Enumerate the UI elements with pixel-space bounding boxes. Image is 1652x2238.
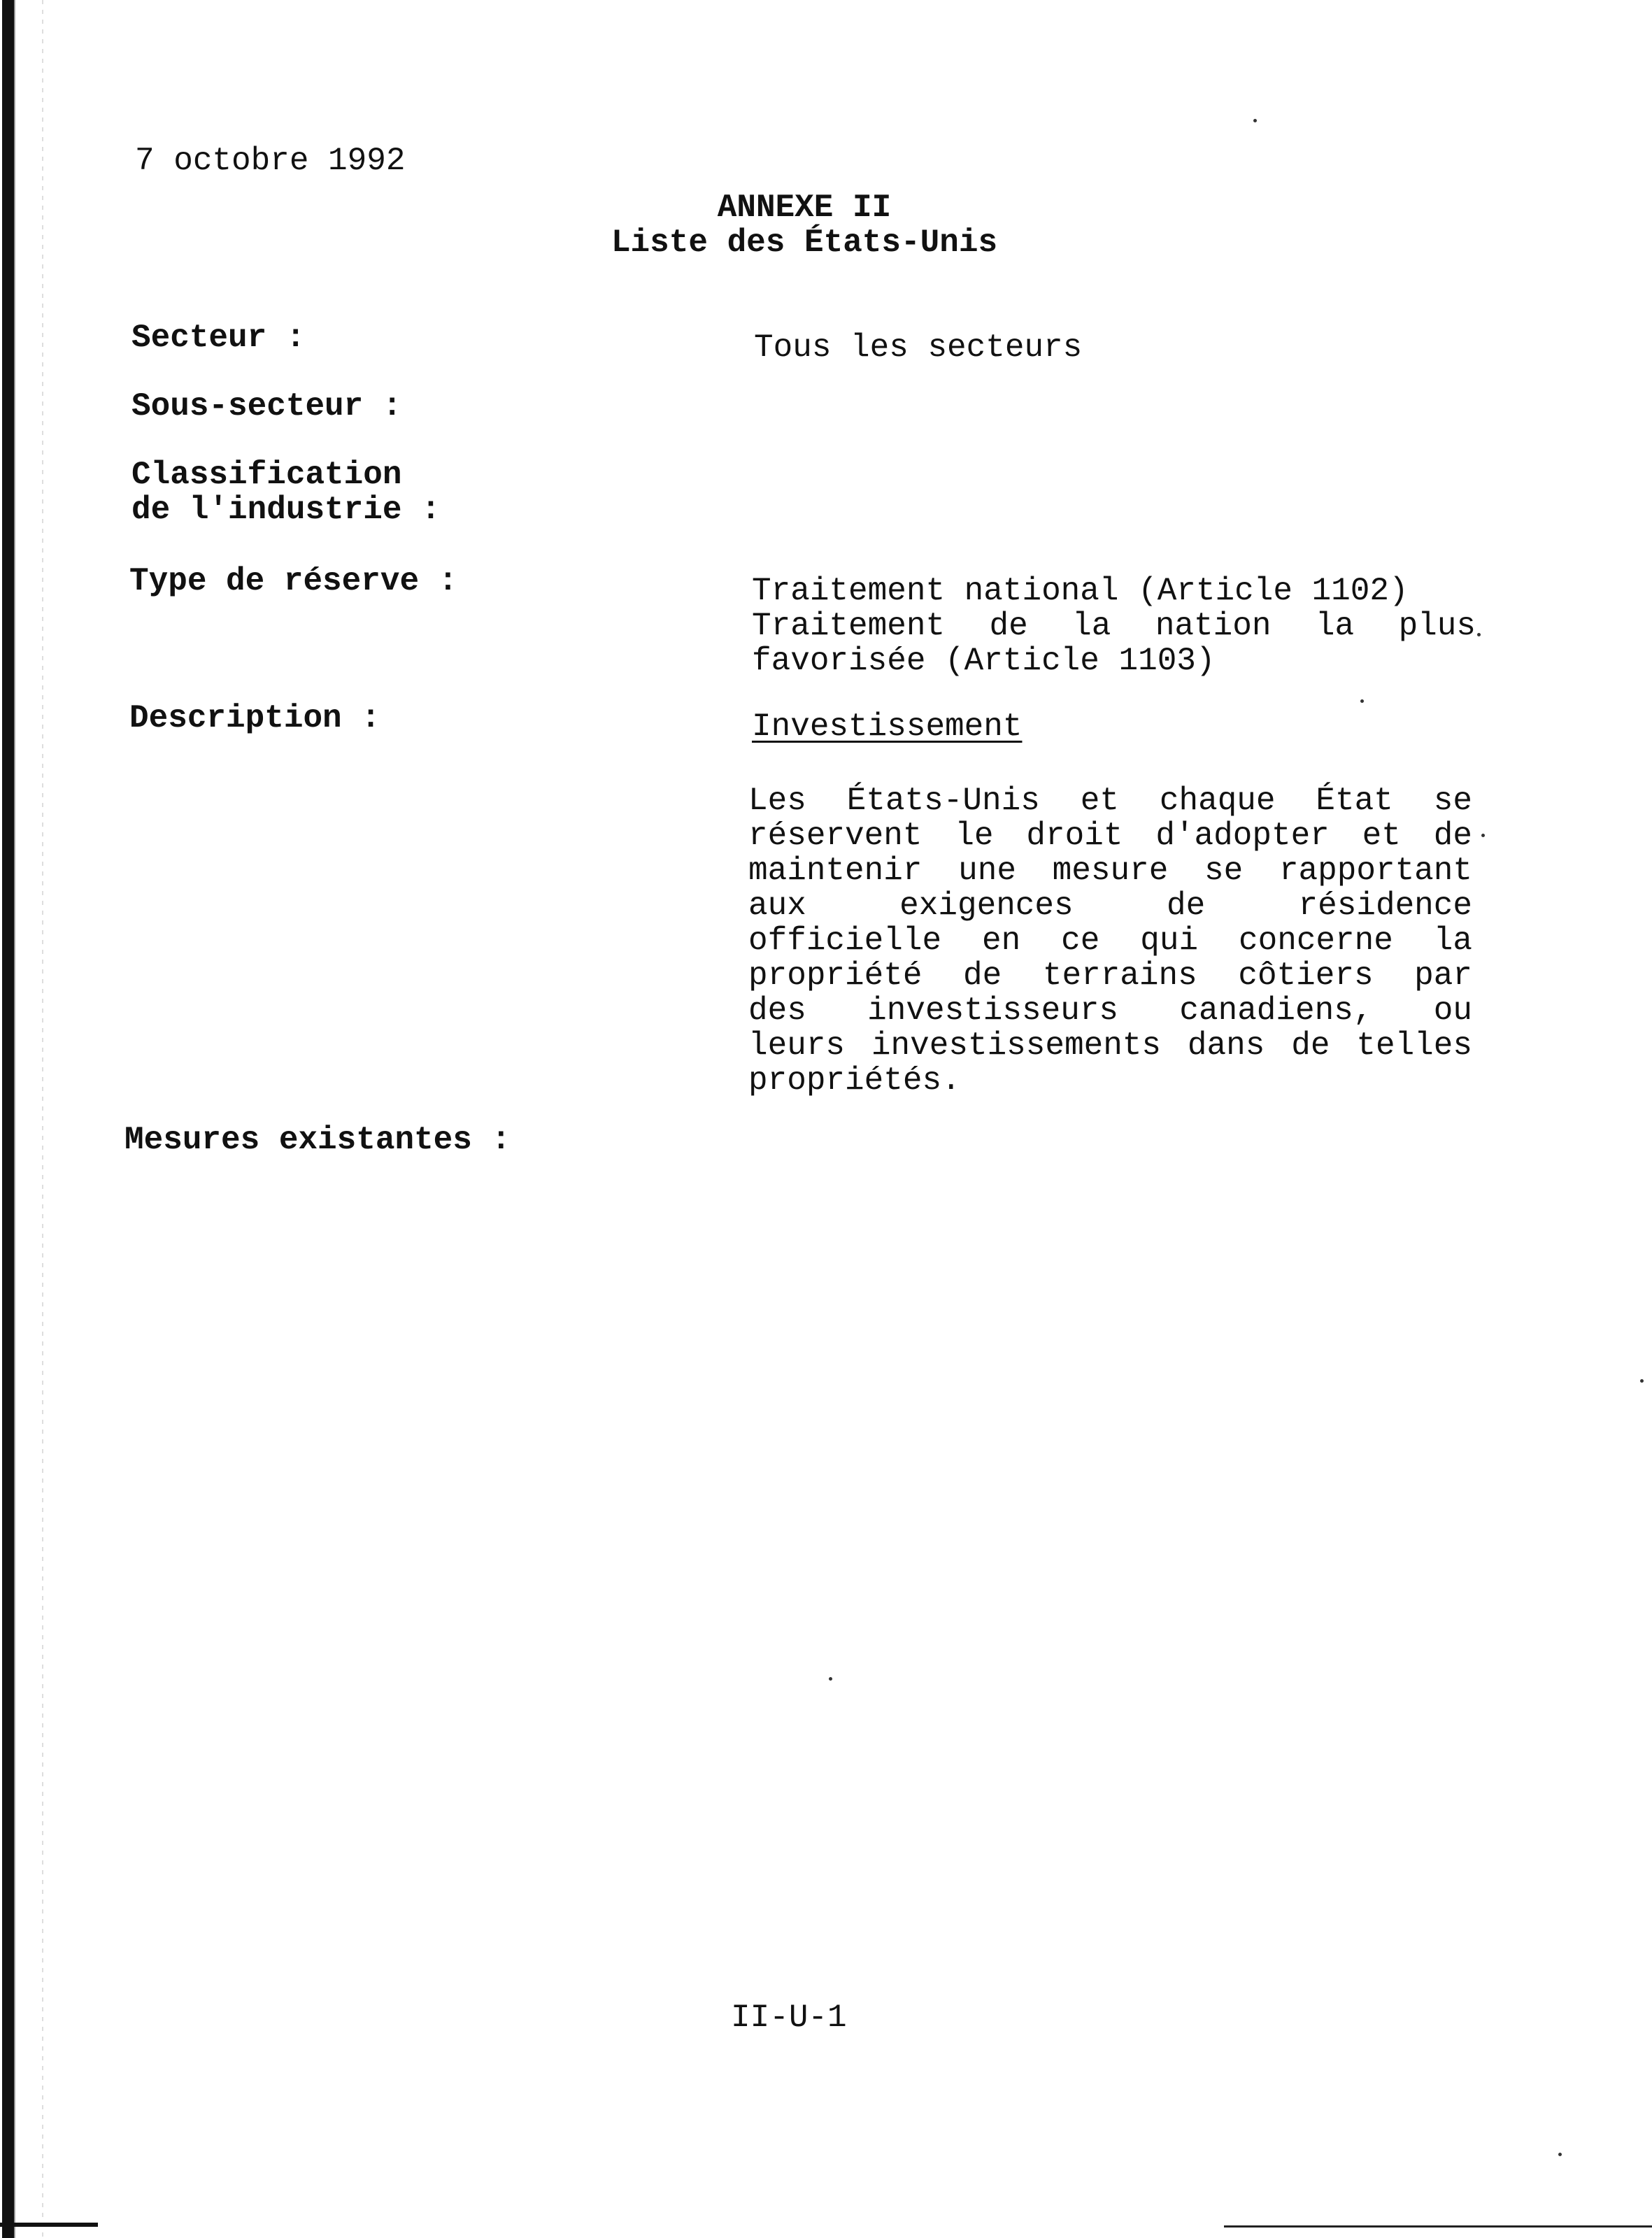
list-title: Liste des États-Unis (611, 224, 998, 261)
scan-speck (1253, 119, 1257, 122)
scan-speck (1477, 633, 1481, 636)
scan-speck (1481, 834, 1485, 837)
scan-speck (1360, 699, 1364, 703)
classification-label-line1: Classification (131, 457, 402, 493)
type-reserve-value-line2: Traitement de la nation la plus (752, 608, 1476, 644)
scan-speck (1640, 1379, 1644, 1383)
description-line: des investisseurs canadiens, ou (748, 992, 1472, 1029)
description-line: réservent le droit d'adopter et de (748, 818, 1472, 854)
type-reserve-value-line3: favorisée (Article 1103) (752, 643, 1216, 679)
scan-edge-artifact (42, 0, 43, 2238)
description-line: officielle en ce qui concerne la (748, 922, 1472, 959)
document-date: 7 octobre 1992 (135, 143, 406, 179)
secteur-label: Secteur : (131, 320, 306, 356)
description-line: Les États-Unis et chaque État se (748, 783, 1472, 819)
description-line: propriété de terrains côtiers par (748, 957, 1472, 994)
scan-binding-edge (0, 0, 15, 2238)
description-line: maintenir une mesure se rapportant (748, 853, 1472, 889)
sous-secteur-label: Sous-secteur : (131, 388, 402, 425)
description-label: Description : (129, 700, 380, 736)
scan-speck (1558, 2153, 1562, 2156)
scan-bottom-edge-right (1224, 2225, 1652, 2228)
scan-bottom-edge-left (0, 2223, 98, 2227)
description-line: aux exigences de résidence (748, 888, 1472, 924)
annex-title: ANNEXE II (717, 190, 892, 226)
type-reserve-value-line1: Traitement national (Article 1102) (752, 573, 1409, 609)
description-heading: Investissement (752, 708, 1023, 745)
description-line: propriétés. (748, 1062, 961, 1099)
type-reserve-label: Type de réserve : (129, 563, 458, 599)
scan-speck (829, 1677, 832, 1681)
page-number: II-U-1 (731, 2000, 847, 2036)
secteur-value: Tous les secteurs (754, 329, 1083, 366)
classification-label-line2: de l'industrie : (131, 492, 441, 528)
description-line: leurs investissements dans de telles (748, 1027, 1472, 1064)
mesures-existantes-label: Mesures existantes : (124, 1122, 511, 1158)
